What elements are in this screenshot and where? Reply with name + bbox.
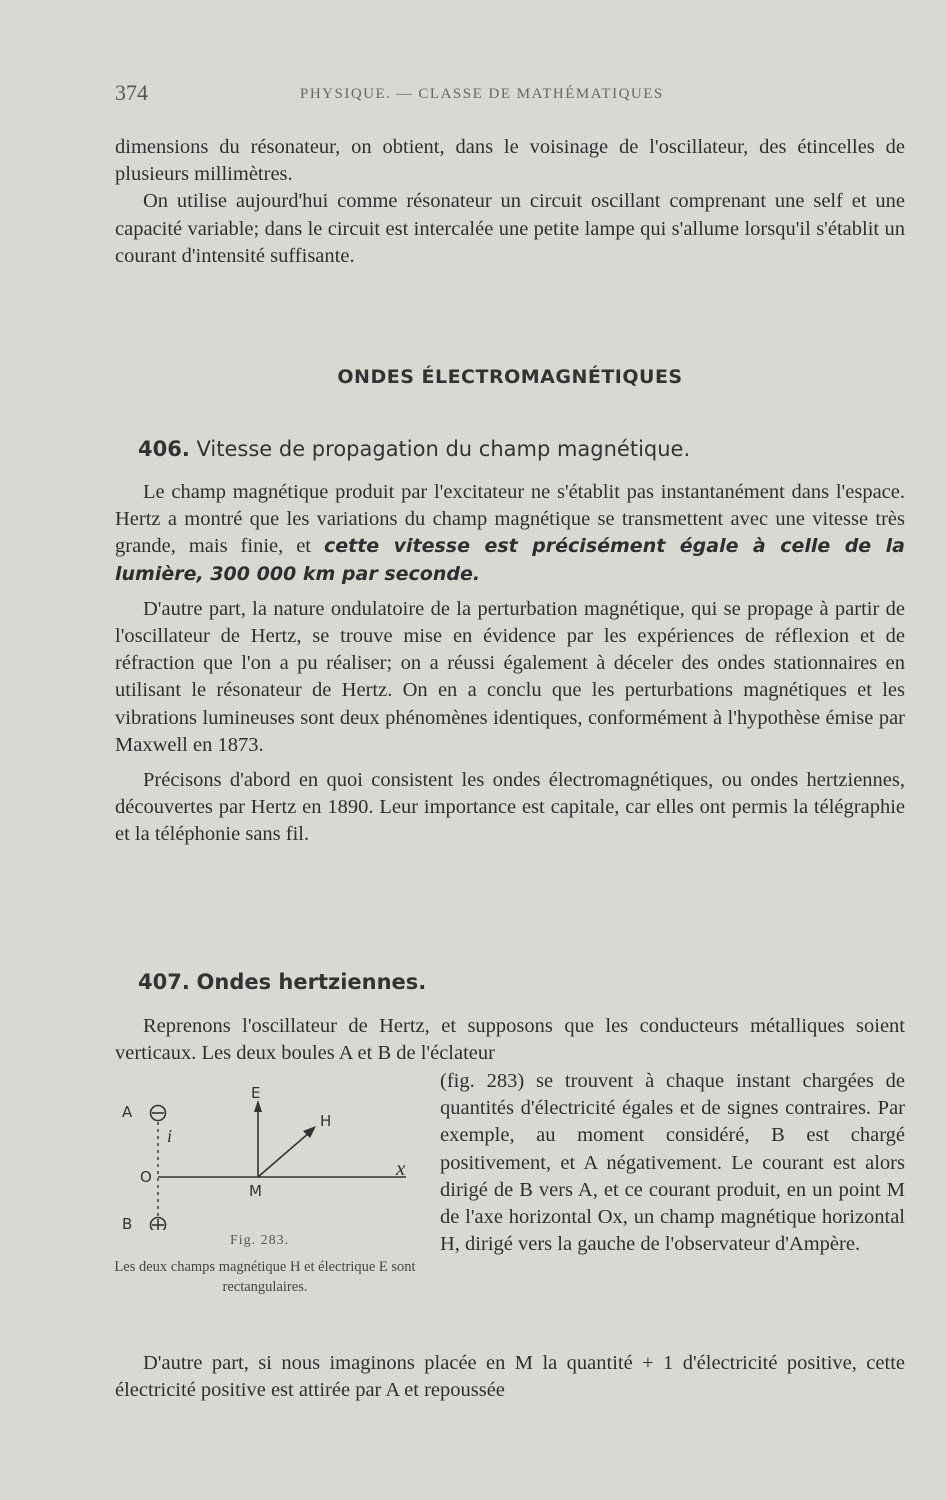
field-diagram [110,1080,440,1230]
heading-406-number: 406. [138,437,190,461]
heading-407-number: 407. [138,970,190,994]
paragraph-407-2: D'autre part, si nous imaginons placée en M la quantité + 1 d'électricité positive, cette électricité positive est attirée par A et repoussée [115,1352,905,1402]
paragraph-continuation: dimensions du résonateur, on obtient, dans le voisinage de l'oscillateur, des étincelles de plusieurs millimètres. [115,136,905,186]
label-current-i: i [167,1126,173,1146]
vector-h [258,1132,310,1177]
paragraph-resonator: On utilise aujourd'hui comme résonateur un circuit oscillant comprenant une self et une capacité variable; dans le circuit est intercalée une petite lampe qui s'allume lorsqu'il s'établit un courant d'intensité suffisante. [115,190,905,267]
label-e: E [251,1084,261,1102]
section-407-intro [115,1013,905,1067]
emphasized-speed: cette vitesse est précisément égale à celle de la lumière, 300 000 km par seconde. [115,535,905,585]
figure-caption: Les deux champs magnétique H et électrique E sont rectangulaires. [114,1259,416,1295]
section-title: ONDES ÉLECTROMAGNÉTIQUES [337,366,683,388]
top-paragraphs [115,134,905,270]
heading-407 [138,970,426,994]
paragraph-407-1: Reprenons l'oscillateur de Hertz, et supposons que les conducteurs métalliques soient verticaux. Les deux boules A et B de l'éclateur [115,1015,905,1065]
page-number: 374 [115,80,148,105]
figure-side-text [440,1068,905,1258]
paragraph-407-side: (fig. 283) se trouvent à chaque instant chargées de quantités d'électricité égales et de signes contraires. Par exemple, au moment considéré, B est chargé positivement, et A négativement. Le courant est alors dirigé de B vers A, et ce courant produit, en un point M de l'axe horizontal Ox, un champ magnétique horizontal H, dirigé vers la gauche de l'observateur d'Ampère. [440,1070,905,1256]
paragraph-406-1-text: Le champ magnétique produit par l'excitateur ne s'établit pas instantanément dans l'espace. Hertz a montré que les variations du champ magnétique se transmettent avec une vitesse très grande, mais finie, et [115,481,905,558]
label-h: H [320,1112,332,1130]
running-title: PHYSIQUE. — CLASSE DE MATHÉMATIQUES [300,86,664,102]
figure-283 [110,1080,440,1330]
paragraph-406-1 [115,479,905,588]
paragraph-406-2: D'autre part, la nature ondulatoire de la perturbation magnétique, qui se propage à partir de l'oscillateur de Hertz, se trouve mise en évidence par les expériences de réflexion et de réfraction que l'on a pu réaliser; on a réussi également à déceler des ondes stationnaires en utilisant le résonateur de Hertz. On en a conclu que les perturbations magnétiques et les vibrations lumineuses sont deux phénomènes identiques, conformément à l'hypothèse émise par Maxwell en 1873. [115,597,905,756]
page-header [115,80,910,110]
heading-406-title: Vitesse de propagation du champ magnétique. [196,437,691,461]
figure-number: Fig. 283. [230,1233,290,1248]
label-b: B [122,1215,133,1233]
paragraph-406-3: Précisons d'abord en quoi consistent les ondes électromagnétiques, ou ondes hertziennes, découvertes par Hertz en 1890. Leur importance est capitale, car elles ont permis la télégraphie et la téléphonie sans fil. [115,769,905,846]
heading-407-title: Ondes hertziennes. [196,970,427,994]
heading-406 [138,437,690,461]
label-a: A [122,1103,133,1121]
label-m: M [249,1182,262,1200]
section-406-body [115,479,905,849]
section-407-continued [115,1350,905,1404]
label-x: x [396,1156,406,1180]
label-o: O [140,1168,152,1186]
